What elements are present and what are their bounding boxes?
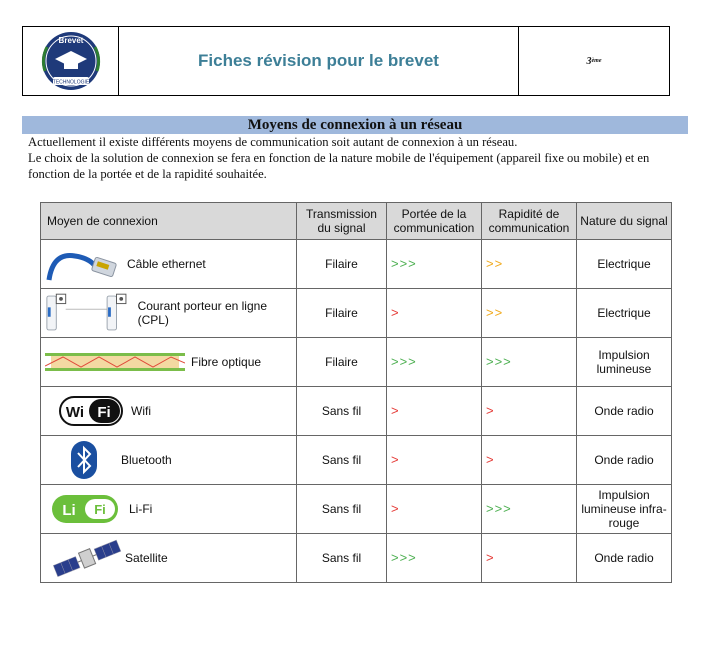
satellite-icon [51,538,125,578]
media-label: Satellite [125,551,168,565]
transmission-cell: Sans fil [297,387,387,436]
connection-table [40,202,672,583]
rapidite-cell: >>> [482,338,577,387]
media-label: Li-Fi [129,502,153,516]
wifi-logo-icon [59,396,125,426]
transmission-cell: Sans fil [297,436,387,485]
nature-cell: Onde radio [577,436,672,485]
rapidite-cell: > [482,387,577,436]
portee-cell: > [387,436,482,485]
table-header-row [41,203,672,240]
media-label: Bluetooth [121,453,172,467]
table-row [41,240,672,289]
intro-paragraph-2: Le choix de la solution de connexion se fera en fonction de la nature mobile de l'équipement (appareil fixe ou mobile) et en fonction de la portée et de la rapidité souhaitée. [28,151,650,181]
rapidite-cell: >>> [482,485,577,534]
lifi-logo-icon [51,494,119,524]
media-label: Courant porteur en ligne (CPL) [137,299,267,327]
svg-text:Li: Li [62,502,76,519]
portee-cell: >>> [387,534,482,583]
nature-cell: Electrique [577,289,672,338]
svg-text:Fi: Fi [94,502,106,517]
page-title: Fiches révision pour le brevet [119,27,519,95]
transmission-cell: Filaire [297,289,387,338]
ethernet-cable-icon [45,244,121,284]
portee-cell: > [387,485,482,534]
media-label: Wifi [131,404,151,418]
transmission-cell: Filaire [297,338,387,387]
header-rapidite: Rapidité de communication [482,203,577,240]
intro-text [28,134,688,182]
rapidite-cell: > [482,534,577,583]
cpl-adapter-icon [45,291,132,335]
media-cell [41,289,297,338]
table-row [41,338,672,387]
transmission-cell: Filaire [297,240,387,289]
header-moyen: Moyen de connexion [41,203,297,240]
svg-text:Fi: Fi [97,404,111,421]
svg-text:Wi: Wi [65,404,85,421]
transmission-cell: Sans fil [297,534,387,583]
bluetooth-icon [71,441,97,479]
level-cell [519,27,669,95]
media-cell [41,534,297,583]
header-transmission: Transmission du signal [297,203,387,240]
table-row [41,289,672,338]
rapidite-cell: >> [482,289,577,338]
nature-cell: Impulsion lumineuse infra-rouge [577,485,672,534]
fiber-optic-icon [45,350,185,374]
portee-cell: > [387,289,482,338]
media-label: Fibre optique [191,355,262,369]
logo-subtext: TECHNOLOGIE [52,79,89,86]
brevet-logo-icon [31,29,111,93]
page-header [22,26,670,96]
media-label: Câble ethernet [127,257,206,271]
media-cell [41,436,297,485]
portee-cell: >>> [387,338,482,387]
level-suffix: ème [591,58,602,64]
nature-cell: Onde radio [577,387,672,436]
media-cell [41,485,297,534]
transmission-cell: Sans fil [297,485,387,534]
table-row [41,534,672,583]
header-nature: Nature du signal [577,203,672,240]
rapidite-cell: > [482,436,577,485]
logo-cell [23,27,119,95]
media-cell [41,387,297,436]
nature-cell: Onde radio [577,534,672,583]
level-number: 3 [586,55,592,67]
header-portee: Portée de la communication [387,203,482,240]
portee-cell: >>> [387,240,482,289]
rapidite-cell: >> [482,240,577,289]
section-title: Moyens de connexion à un réseau [22,116,688,134]
table-row [41,387,672,436]
logo-text: Brevet [58,36,83,45]
nature-cell: Electrique [577,240,672,289]
table-row [41,436,672,485]
media-cell [41,338,297,387]
media-cell [41,240,297,289]
table-row [41,485,672,534]
portee-cell: > [387,387,482,436]
nature-cell: Impulsion lumineuse [577,338,672,387]
intro-paragraph-1: Actuellement il existe différents moyens de communication soit autant de connexion à un réseau. [28,135,518,149]
